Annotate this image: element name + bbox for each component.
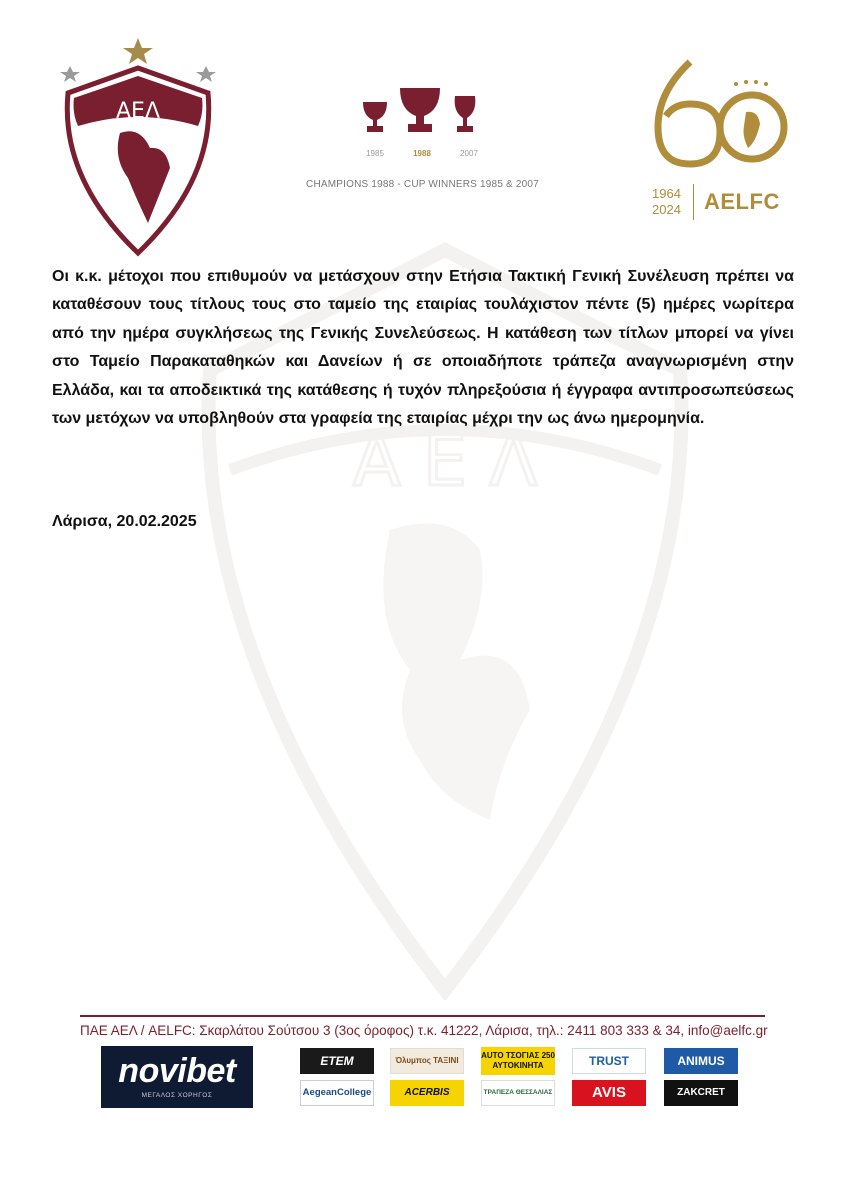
- anniversary-end-year: 2024: [652, 202, 681, 217]
- star-icon: [123, 38, 153, 64]
- place-date: Λάρισα, 20.02.2025: [52, 513, 197, 530]
- trophies-image: [355, 82, 485, 142]
- acerbis-sponsor-logo: ACERBIS: [390, 1080, 464, 1106]
- footer-address: ΠΑΕ ΑΕΛ / AELFC: Σκαρλάτου Σούτσου 3 (3ος όροφος) τ.κ. 41222, Λάρισα, τηλ.: 2411 803 333 & 34, info@aelfc.gr: [80, 1023, 768, 1038]
- avis-sponsor-logo: AVIS: [572, 1080, 646, 1106]
- novibet-name: novibet: [118, 1052, 236, 1090]
- ael-crest-logo: [58, 38, 218, 258]
- olympos-sponsor-logo: Όλυμπος ΤΑΞΙΝΙ: [390, 1048, 464, 1074]
- footer-divider: [80, 1015, 765, 1017]
- zakcret-sponsor-logo: ZAKCRET: [664, 1080, 738, 1106]
- champions-caption: CHAMPIONS 1988 - CUP WINNERS 1985 & 2007: [306, 179, 539, 190]
- novibet-sponsor-logo: [101, 1046, 253, 1108]
- cup-year-2007: 2007: [460, 149, 478, 158]
- cup-year-1988: 1988: [413, 149, 431, 158]
- aelfc-wordmark: AELFC: [704, 189, 780, 214]
- announcement-paragraph: Οι κ.κ. μέτοχοι που επιθυμούν να μετάσχουν στην Ετήσια Τακτική Γενική Συνέλευση πρέπει να καταθέσουν τους τίτλους τους στο ταμείο της εταιρίας τουλάχιστον πέντε (5) ημέρες νωρίτερα από την ημέρα συγκλήσεως της Γενικής Συνελεύσεως. Η κατάθεση των τίτλων μπορεί να γίνει στο Ταμείο Παρακαταθηκών και Δανείων ή σε οποιαδήποτε τράπεζα αναγνωρισμένη στην Ελλάδα, και τα αποδεικτικά της κατάθεσης ή τυχόν πληρεξούσια ή έγγραφα αντιπροσωπεύσεως των μετόχων να υποβληθούν στα γραφεία της εταιρίας μέχρι την ως άνω ημερομηνία.: [52, 268, 794, 428]
- star-icon: [196, 66, 216, 82]
- etem-sponsor-logo: ETEM: [300, 1048, 374, 1074]
- trapeza-thessalias-sponsor-logo: ΤΡΑΠΕΖΑ ΘΕΣΣΑΛΙΑΣ: [481, 1080, 555, 1106]
- svg-text:ΑΕΛ: ΑΕΛ: [116, 99, 160, 124]
- animus-sponsor-logo: ANIMUS: [664, 1048, 738, 1074]
- svg-text:Α Ε Λ: Α Ε Λ: [352, 420, 538, 502]
- sixty-years-logo: [648, 52, 788, 172]
- cup-year-1985: 1985: [366, 149, 384, 158]
- anniversary-divider: [693, 184, 694, 220]
- novibet-tagline: ΜΕΓΑΛΟΣ ΧΟΡΗΓΟΣ: [141, 1092, 213, 1099]
- anniversary-start-year: 1964: [652, 186, 681, 201]
- aegean-college-sponsor-logo: AegeanCollege: [300, 1080, 374, 1106]
- autotsogias-sponsor-logo: AUTO ΤΣΟΓΙΑΣ 250 ΑΥΤΟΚΙΝΗΤΑ: [481, 1047, 555, 1075]
- trust-sponsor-logo: TRUST: [572, 1048, 646, 1074]
- star-icon: [60, 66, 80, 82]
